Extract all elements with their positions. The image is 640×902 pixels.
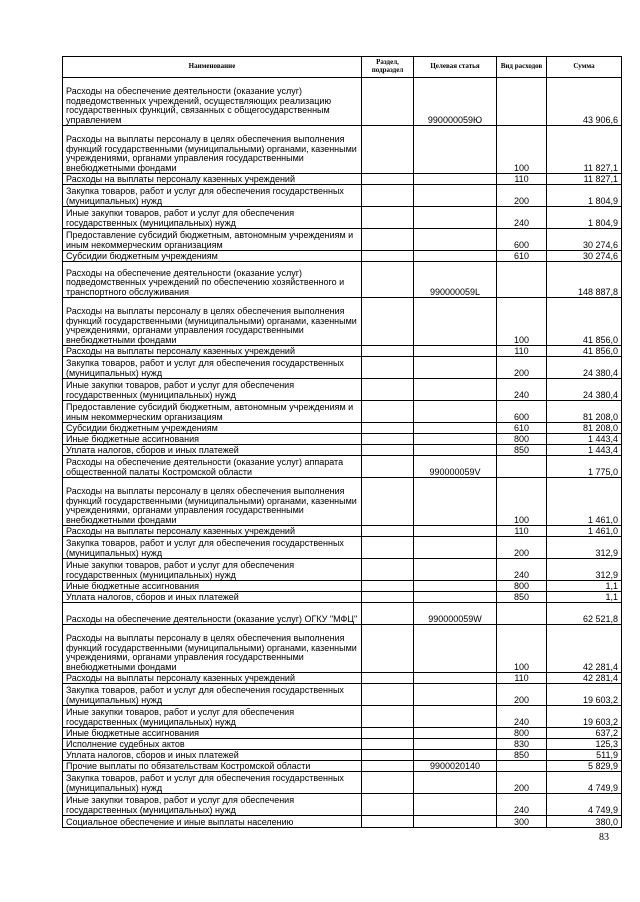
row-target <box>414 445 497 456</box>
row-type: 200 <box>497 185 547 207</box>
row-type: 850 <box>497 445 547 456</box>
row-name: Расходы на выплаты персоналу казенных учреждений <box>63 174 362 185</box>
row-target <box>414 357 497 379</box>
row-amount: 1,1 <box>547 592 622 603</box>
row-amount: 81 208,0 <box>547 401 622 423</box>
row-name: Расходы на выплаты персоналу казенных учреждений <box>63 673 362 684</box>
row-section <box>362 379 414 401</box>
row-target <box>414 625 497 673</box>
row-target <box>414 434 497 445</box>
row-section <box>362 794 414 816</box>
table-row <box>63 581 622 592</box>
row-section <box>362 423 414 434</box>
row-type: 610 <box>497 251 547 262</box>
table-row <box>63 761 622 772</box>
row-target <box>414 229 497 251</box>
row-section <box>362 229 414 251</box>
table-row <box>63 456 622 478</box>
row-amount: 19 603,2 <box>547 684 622 706</box>
row-amount: 511,9 <box>547 750 622 761</box>
row-name: Иные закупки товаров, работ и услуг для обеспечения государственных (муниципальных) нужд <box>63 706 362 728</box>
row-name: Иные закупки товаров, работ и услуг для обеспечения государственных (муниципальных) нужд <box>63 794 362 816</box>
row-target <box>414 478 497 526</box>
row-name: Закупка товаров, работ и услуг для обеспечения государственных (муниципальных) нужд <box>63 357 362 379</box>
row-type: 110 <box>497 346 547 357</box>
table-row <box>63 185 622 207</box>
row-amount: 42 281,4 <box>547 673 622 684</box>
row-section <box>362 434 414 445</box>
row-type: 240 <box>497 379 547 401</box>
row-type: 830 <box>497 739 547 750</box>
row-type: 200 <box>497 772 547 794</box>
row-name: Уплата налогов, сборов и иных платежей <box>63 750 362 761</box>
row-amount: 81 208,0 <box>547 423 622 434</box>
row-section <box>362 706 414 728</box>
row-target <box>414 401 497 423</box>
row-target <box>414 346 497 357</box>
row-type: 100 <box>497 625 547 673</box>
row-amount: 1 443,4 <box>547 434 622 445</box>
table-row <box>63 816 622 828</box>
row-amount: 637,2 <box>547 728 622 739</box>
row-name: Иные закупки товаров, работ и услуг для обеспечения государственных (муниципальных) нужд <box>63 207 362 229</box>
row-name: Предоставление субсидий бюджетным, автономным учреждениям и иным некоммерческим организациям <box>63 229 362 251</box>
row-name: Предоставление субсидий бюджетным, автономным учреждениям и иным некоммерческим организациям <box>63 401 362 423</box>
row-section <box>362 750 414 761</box>
row-amount: 380,0 <box>547 816 622 828</box>
row-target <box>414 750 497 761</box>
row-target: 990000059Ю <box>414 78 497 126</box>
row-name: Субсидии бюджетным учреждениям <box>63 251 362 262</box>
row-type: 850 <box>497 750 547 761</box>
row-type <box>497 78 547 126</box>
header-amount: Сумма <box>547 57 622 78</box>
row-amount: 4 749,9 <box>547 794 622 816</box>
table-row <box>63 298 622 346</box>
table-row <box>63 423 622 434</box>
row-type: 600 <box>497 401 547 423</box>
row-section <box>362 262 414 298</box>
table-row <box>63 728 622 739</box>
row-type: 110 <box>497 526 547 537</box>
row-name: Уплата налогов, сборов и иных платежей <box>63 592 362 603</box>
row-amount: 19 603,2 <box>547 706 622 728</box>
row-amount: 1 775,0 <box>547 456 622 478</box>
row-type: 200 <box>497 357 547 379</box>
table-row <box>63 526 622 537</box>
row-amount: 1,1 <box>547 581 622 592</box>
row-section <box>362 126 414 174</box>
row-section <box>362 559 414 581</box>
row-name: Иные закупки товаров, работ и услуг для обеспечения государственных (муниципальных) нужд <box>63 379 362 401</box>
row-name: Расходы на обеспечение деятельности (оказание услуг) подведомственных учреждений по обеспечению хозяйственного и транспортного обслуживания <box>63 262 362 298</box>
row-section <box>362 478 414 526</box>
row-section <box>362 357 414 379</box>
table-row <box>63 772 622 794</box>
row-section <box>362 298 414 346</box>
row-amount: 1 804,9 <box>547 207 622 229</box>
row-name: Расходы на обеспечение деятельности (оказание услуг) подведомственных учреждений, осуществляющих реализацию государственных функций, связанных с общегосударственным управлением <box>63 78 362 126</box>
row-name: Закупка товаров, работ и услуг для обеспечения государственных (муниципальных) нужд <box>63 772 362 794</box>
row-type: 610 <box>497 423 547 434</box>
row-name: Закупка товаров, работ и услуг для обеспечения государственных (муниципальных) нужд <box>63 537 362 559</box>
table-row <box>63 251 622 262</box>
table-body <box>63 78 622 828</box>
table-row <box>63 739 622 750</box>
row-target <box>414 526 497 537</box>
row-amount: 4 749,9 <box>547 772 622 794</box>
row-name: Расходы на выплаты персоналу казенных учреждений <box>63 346 362 357</box>
row-type: 240 <box>497 706 547 728</box>
table-row <box>63 262 622 298</box>
row-target <box>414 559 497 581</box>
row-name: Закупка товаров, работ и услуг для обеспечения государственных (муниципальных) нужд <box>63 185 362 207</box>
row-target <box>414 684 497 706</box>
table-row <box>63 434 622 445</box>
row-type: 800 <box>497 434 547 445</box>
row-amount: 1 461,0 <box>547 526 622 537</box>
row-amount: 41 856,0 <box>547 346 622 357</box>
row-target <box>414 537 497 559</box>
row-amount: 312,9 <box>547 537 622 559</box>
header-target: Целевая статья <box>414 57 497 78</box>
row-name: Расходы на обеспечение деятельности (оказание услуг) аппарата общественной палаты Костромской области <box>63 456 362 478</box>
row-name: Расходы на выплаты персоналу в целях обеспечения выполнения функций государственными (муниципальными) органами, казенными учреждениями, органами управления государственными внебюджетными фондами <box>63 625 362 673</box>
row-target <box>414 772 497 794</box>
table-row <box>63 229 622 251</box>
row-target <box>414 728 497 739</box>
row-name: Иные бюджетные ассигнования <box>63 728 362 739</box>
table-row <box>63 445 622 456</box>
row-amount: 24 380,4 <box>547 357 622 379</box>
row-section <box>362 207 414 229</box>
row-amount: 11 827,1 <box>547 126 622 174</box>
row-type: 300 <box>497 816 547 828</box>
row-section <box>362 581 414 592</box>
row-name: Расходы на выплаты персоналу в целях обеспечения выполнения функций государственными (муниципальными) органами, казенными учреждениями, органами управления государственными внебюджетными фондами <box>63 478 362 526</box>
row-section <box>362 185 414 207</box>
row-amount: 43 906,6 <box>547 78 622 126</box>
row-section <box>362 739 414 750</box>
row-type <box>497 603 547 625</box>
row-type: 100 <box>497 126 547 174</box>
row-amount: 24 380,4 <box>547 379 622 401</box>
row-target <box>414 126 497 174</box>
row-amount: 42 281,4 <box>547 625 622 673</box>
row-name: Расходы на выплаты персоналу казенных учреждений <box>63 526 362 537</box>
row-type: 110 <box>497 673 547 684</box>
row-type: 240 <box>497 794 547 816</box>
row-section <box>362 761 414 772</box>
row-amount: 312,9 <box>547 559 622 581</box>
table-row <box>63 603 622 625</box>
table-row <box>63 379 622 401</box>
header-type: Вид расходов <box>497 57 547 78</box>
row-target: 990000059V <box>414 456 497 478</box>
row-amount: 41 856,0 <box>547 298 622 346</box>
table-header-row <box>63 57 622 78</box>
row-amount: 5 829,9 <box>547 761 622 772</box>
row-section <box>362 592 414 603</box>
row-name: Расходы на выплаты персоналу в целях обеспечения выполнения функций государственными (муниципальными) органами, казенными учреждениями, органами управления государственными внебюджетными фондами <box>63 126 362 174</box>
row-amount: 30 274,6 <box>547 229 622 251</box>
row-amount: 148 887,8 <box>547 262 622 298</box>
table-row <box>63 174 622 185</box>
table-row <box>63 684 622 706</box>
row-target <box>414 379 497 401</box>
page-number: 83 <box>599 832 609 843</box>
table-row <box>63 706 622 728</box>
row-section <box>362 816 414 828</box>
row-section <box>362 174 414 185</box>
table-row <box>63 794 622 816</box>
row-type: 240 <box>497 207 547 229</box>
header-name: Наименование <box>63 57 362 78</box>
row-target <box>414 174 497 185</box>
row-type: 800 <box>497 728 547 739</box>
row-amount: 1 804,9 <box>547 185 622 207</box>
row-type: 100 <box>497 478 547 526</box>
row-section <box>362 728 414 739</box>
row-name: Закупка товаров, работ и услуг для обеспечения государственных (муниципальных) нужд <box>63 684 362 706</box>
row-section <box>362 526 414 537</box>
row-section <box>362 78 414 126</box>
row-section <box>362 401 414 423</box>
row-target <box>414 185 497 207</box>
row-type: 850 <box>497 592 547 603</box>
row-section <box>362 772 414 794</box>
row-type: 110 <box>497 174 547 185</box>
row-name: Иные бюджетные ассигнования <box>63 434 362 445</box>
table-row <box>63 750 622 761</box>
table-row <box>63 78 622 126</box>
row-name: Иные закупки товаров, работ и услуг для обеспечения государственных (муниципальных) нужд <box>63 559 362 581</box>
row-type <box>497 262 547 298</box>
header-section: Раздел, подраздел <box>362 57 414 78</box>
row-name: Субсидии бюджетным учреждениям <box>63 423 362 434</box>
row-name: Расходы на обеспечение деятельности (оказание услуг) ОГКУ "МФЦ" <box>63 603 362 625</box>
row-target <box>414 423 497 434</box>
row-target: 990000059L <box>414 262 497 298</box>
row-target <box>414 706 497 728</box>
row-name: Прочие выплаты по обязательствам Костромской области <box>63 761 362 772</box>
row-target <box>414 298 497 346</box>
row-amount: 30 274,6 <box>547 251 622 262</box>
table-row <box>63 537 622 559</box>
row-target: 9900020140 <box>414 761 497 772</box>
row-type: 800 <box>497 581 547 592</box>
row-section <box>362 346 414 357</box>
row-target <box>414 673 497 684</box>
row-name: Исполнение судебных актов <box>63 739 362 750</box>
row-target <box>414 794 497 816</box>
row-target <box>414 592 497 603</box>
row-type: 240 <box>497 559 547 581</box>
budget-table <box>62 56 622 828</box>
row-section <box>362 684 414 706</box>
row-name: Социальное обеспечение и иные выплаты населению <box>63 816 362 828</box>
row-target <box>414 581 497 592</box>
row-target <box>414 207 497 229</box>
table-row <box>63 478 622 526</box>
row-section <box>362 603 414 625</box>
table-row <box>63 673 622 684</box>
row-amount: 1 461,0 <box>547 478 622 526</box>
row-target: 990000059W <box>414 603 497 625</box>
row-type: 600 <box>497 229 547 251</box>
row-target <box>414 251 497 262</box>
table-row <box>63 401 622 423</box>
row-amount: 1 443,4 <box>547 445 622 456</box>
row-name: Расходы на выплаты персоналу в целях обеспечения выполнения функций государственными (муниципальными) органами, казенными учреждениями, органами управления государственными внебюджетными фондами <box>63 298 362 346</box>
table-row <box>63 559 622 581</box>
row-amount: 62 521,8 <box>547 603 622 625</box>
table-row <box>63 357 622 379</box>
row-section <box>362 537 414 559</box>
row-section <box>362 673 414 684</box>
table-row <box>63 346 622 357</box>
row-type <box>497 761 547 772</box>
row-amount: 11 827,1 <box>547 174 622 185</box>
row-type: 100 <box>497 298 547 346</box>
row-section <box>362 445 414 456</box>
row-target <box>414 816 497 828</box>
row-name: Иные бюджетные ассигнования <box>63 581 362 592</box>
row-type: 200 <box>497 537 547 559</box>
table-row <box>63 625 622 673</box>
row-section <box>362 251 414 262</box>
row-type <box>497 456 547 478</box>
row-amount: 125,3 <box>547 739 622 750</box>
row-type: 200 <box>497 684 547 706</box>
row-section <box>362 625 414 673</box>
table-row <box>63 207 622 229</box>
row-name: Уплата налогов, сборов и иных платежей <box>63 445 362 456</box>
table-row <box>63 592 622 603</box>
row-section <box>362 456 414 478</box>
table-row <box>63 126 622 174</box>
row-target <box>414 739 497 750</box>
